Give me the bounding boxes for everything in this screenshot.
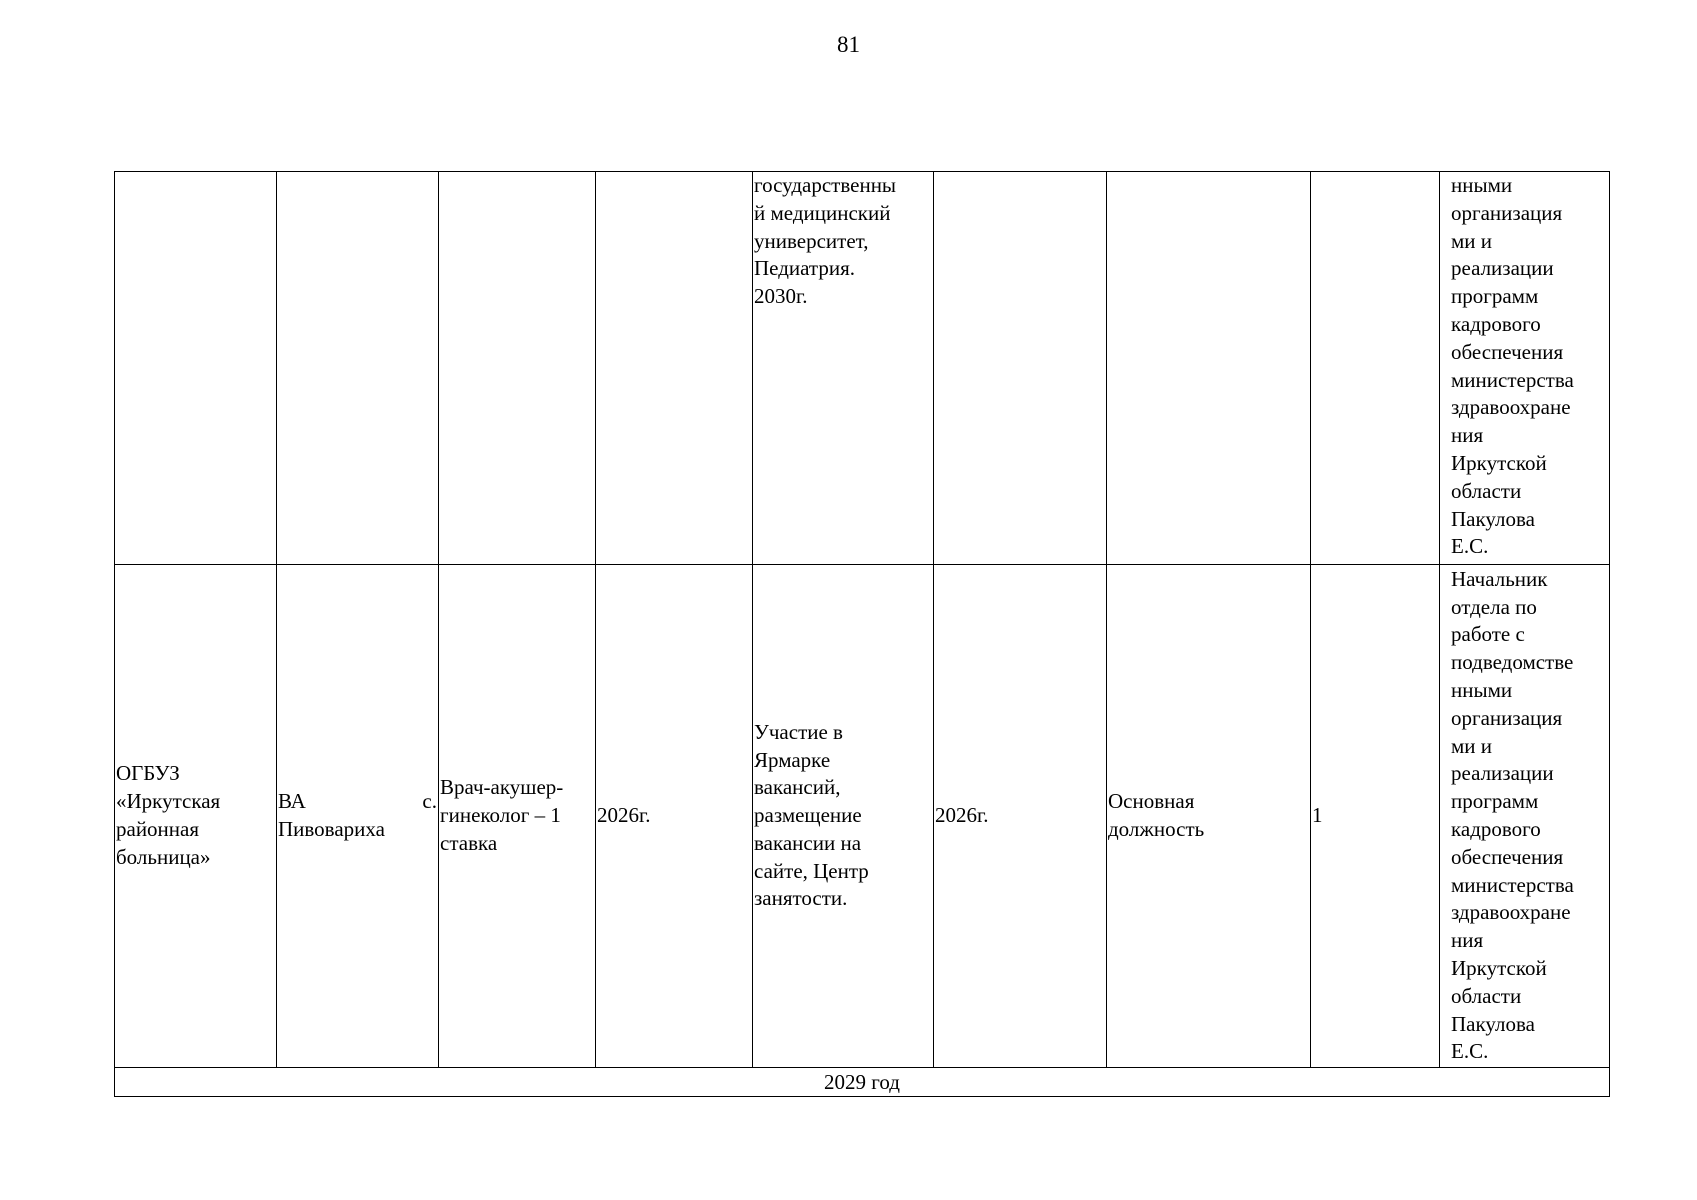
cell-text-line: районная: [116, 817, 200, 841]
organization-cell: [115, 172, 277, 565]
cell-text-line: кадрового: [1451, 311, 1541, 336]
unit-cell: [277, 565, 439, 1068]
cell-text-line: Ярмарке: [754, 747, 831, 772]
cell-text-line: ми и: [1451, 733, 1493, 758]
cell-text-line: Основная: [1108, 789, 1195, 814]
cell-text-line: размещение: [754, 803, 862, 828]
cell-text-line: реализации: [1451, 761, 1554, 786]
measures-cell: [753, 565, 934, 1068]
cell-text-line: ния: [1451, 423, 1484, 448]
responsible-cell: [1440, 565, 1610, 1068]
cell-text-line: Иркутской: [1451, 955, 1547, 980]
responsible-cell: [1440, 172, 1610, 565]
position-cell: [439, 172, 596, 565]
cell-text-line: Е.С.: [1451, 1039, 1489, 1064]
cell-text-line: Участие в: [754, 719, 843, 744]
cell-text-line: должность: [1108, 817, 1205, 841]
staffing-table: [114, 171, 1610, 1097]
fill-date-cell: 2026г.: [934, 565, 1107, 1068]
cell-text-line: Начальник: [1451, 566, 1548, 591]
cell-text-line: здравоохране: [1451, 900, 1571, 925]
cell-text-line: й медицинский: [754, 200, 891, 225]
cell-text-line: «Иркутская: [116, 789, 221, 814]
need-date-cell: [596, 172, 753, 565]
cell-text-line: работе с: [1451, 622, 1525, 647]
position-cell: [439, 565, 596, 1068]
cell-text-line: государственны: [754, 173, 897, 197]
cell-text-line: подведомстве: [1451, 650, 1574, 675]
cell-text-line: университет,: [754, 228, 869, 253]
cell-text-line: сайте, Центр: [754, 858, 869, 883]
table-row: [115, 565, 1610, 1068]
cell-text-line: программ: [1451, 789, 1539, 814]
cell-text-line: нными: [1451, 173, 1513, 197]
cell-text-line: обеспечения: [1451, 844, 1564, 869]
cell-text-line: ния: [1451, 928, 1484, 953]
cell-text-line: отдела по: [1451, 594, 1537, 619]
cell-text-line: Педиатрия.: [754, 256, 855, 281]
cell-text-line: вакансий,: [754, 775, 841, 800]
table-row: [115, 172, 1610, 565]
cell-text-line: реализации: [1451, 256, 1554, 281]
cell-text-line: ми и: [1451, 228, 1493, 253]
cell-text-line: кадрового: [1451, 817, 1541, 841]
need-date-cell: 2026г.: [596, 565, 753, 1068]
cell-text-line: организация: [1451, 705, 1563, 730]
cell-text-line: Е.С.: [1451, 534, 1489, 559]
year-row: [115, 1068, 1610, 1097]
fill-date-cell: [934, 172, 1107, 565]
unit-settlement-abbr: с.: [422, 789, 437, 814]
cell-text-line: Врач-акушер-: [440, 775, 564, 800]
cell-text-line: ставка: [440, 830, 498, 855]
measures-cell: [753, 172, 934, 565]
cell-text-line: Пакулова: [1451, 1011, 1535, 1036]
unit-settlement: Пивовариха: [278, 817, 385, 841]
organization-cell: [115, 565, 277, 1068]
cell-text-line: Иркутской: [1451, 450, 1547, 475]
cell-text-line: обеспечения: [1451, 339, 1564, 364]
year-heading: 2029 год: [115, 1068, 1610, 1097]
cell-text-line: больница»: [116, 844, 211, 869]
cell-text-line: нными: [1451, 678, 1513, 703]
cell-text-line: организация: [1451, 200, 1563, 225]
employment-cell: [1107, 565, 1311, 1068]
cell-text-line: гинеколог – 1: [440, 803, 561, 828]
cell-text-line: 2030г.: [754, 284, 808, 309]
employment-cell: [1107, 172, 1311, 565]
cell-text-line: программ: [1451, 284, 1539, 309]
count-cell: [1311, 172, 1440, 565]
cell-text-line: здравоохране: [1451, 395, 1571, 420]
cell-text-line: ОГБУЗ: [116, 761, 180, 786]
cell-text-line: области: [1451, 983, 1522, 1008]
cell-text-line: вакансии на: [754, 830, 862, 855]
page-number: 81: [837, 32, 860, 57]
cell-text-line: министерства: [1451, 872, 1574, 897]
count-cell: 1: [1311, 565, 1440, 1068]
unit-prefix: ВА: [278, 789, 306, 814]
cell-text-line: области: [1451, 478, 1522, 503]
cell-text-line: занятости.: [754, 886, 848, 911]
cell-text-line: Пакулова: [1451, 506, 1535, 531]
cell-text-line: министерства: [1451, 367, 1574, 392]
unit-cell: [277, 172, 439, 565]
